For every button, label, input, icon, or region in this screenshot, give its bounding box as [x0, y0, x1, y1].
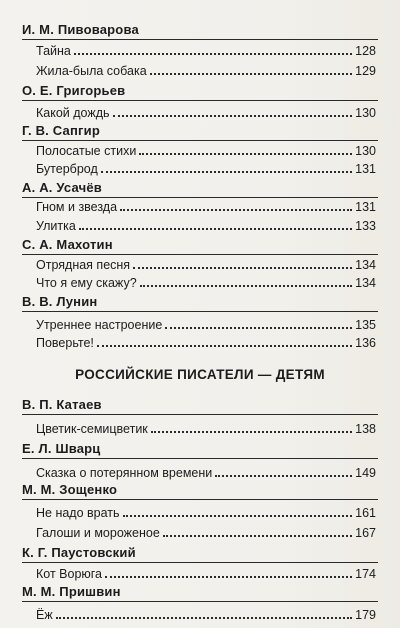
- toc-entry[interactable]: [36, 104, 376, 120]
- toc-entry[interactable]: [36, 504, 376, 520]
- entry-page: 167: [355, 526, 376, 540]
- author-heading: В. П. Катаев: [22, 397, 102, 412]
- entry-page: 131: [355, 162, 376, 176]
- entry-title: Отрядная песня: [36, 258, 131, 272]
- entry-page: 179: [355, 608, 376, 622]
- dot-leader: [123, 515, 353, 517]
- dot-leader: [133, 267, 352, 269]
- toc-entry[interactable]: [36, 606, 376, 622]
- dot-leader: [56, 617, 352, 619]
- entry-title: Улитка: [36, 219, 76, 233]
- dot-leader: [165, 327, 352, 329]
- author-rule: [22, 414, 378, 415]
- author-rule: [22, 601, 378, 602]
- entry-page: 149: [355, 466, 376, 480]
- author-rule: [22, 562, 378, 563]
- dot-leader: [113, 115, 353, 117]
- entry-title: Сказка о потерянном времени: [36, 466, 213, 480]
- entry-page: 131: [355, 200, 376, 214]
- dot-leader: [74, 53, 352, 55]
- entry-title: Тайна: [36, 44, 71, 58]
- entry-title: Полосатые стихи: [36, 144, 137, 158]
- toc-entry[interactable]: [36, 274, 376, 290]
- entry-title: Ёж: [36, 608, 53, 622]
- author-heading: Г. В. Сапгир: [22, 123, 100, 138]
- dot-leader: [163, 535, 352, 537]
- dot-leader: [215, 475, 352, 477]
- toc-entry[interactable]: [36, 42, 376, 58]
- dot-leader: [150, 73, 352, 75]
- dot-leader: [120, 209, 352, 211]
- entry-page: 134: [355, 276, 376, 290]
- toc-entry[interactable]: [36, 160, 376, 176]
- dot-leader: [101, 171, 352, 173]
- author-rule: [22, 311, 378, 312]
- dot-leader: [79, 228, 352, 230]
- toc-entry[interactable]: [36, 334, 376, 350]
- author-heading: А. А. Усачёв: [22, 180, 102, 195]
- author-rule: [22, 254, 378, 255]
- section-title: РОССИЙСКИЕ ПИСАТЕЛИ — ДЕТЯМ: [75, 367, 325, 382]
- toc-entry[interactable]: [36, 217, 376, 233]
- author-rule: [22, 140, 378, 141]
- entry-page: 174: [355, 567, 376, 581]
- author-heading: О. Е. Григорьев: [22, 83, 126, 98]
- entry-page: 130: [355, 106, 376, 120]
- toc-entry[interactable]: [36, 420, 376, 436]
- entry-title: Бутерброд: [36, 162, 98, 176]
- author-heading: Е. Л. Шварц: [22, 441, 101, 456]
- entry-page: 129: [355, 64, 376, 78]
- toc-entry[interactable]: [36, 256, 376, 272]
- author-heading: С. А. Махотин: [22, 237, 113, 252]
- entry-page: 134: [355, 258, 376, 272]
- author-heading: М. М. Пришвин: [22, 584, 121, 599]
- entry-page: 133: [355, 219, 376, 233]
- entry-page: 136: [355, 336, 376, 350]
- entry-title: Какой дождь: [36, 106, 110, 120]
- entry-title: Поверьте!: [36, 336, 94, 350]
- toc-entry[interactable]: [36, 62, 376, 78]
- author-heading: В. В. Лунин: [22, 294, 98, 309]
- author-rule: [22, 39, 378, 40]
- author-heading: И. М. Пивоварова: [22, 22, 139, 37]
- entry-title: Жила-была собака: [36, 64, 147, 78]
- toc-entry[interactable]: [36, 198, 376, 214]
- entry-title: Что я ему скажу?: [36, 276, 137, 290]
- toc-entry[interactable]: [36, 565, 376, 581]
- entry-title: Не надо врать: [36, 506, 120, 520]
- author-rule: [22, 458, 378, 459]
- toc-entry[interactable]: [36, 524, 376, 540]
- dot-leader: [151, 431, 352, 433]
- entry-title: Галоши и мороженое: [36, 526, 160, 540]
- toc-entry[interactable]: [36, 464, 376, 480]
- dot-leader: [105, 576, 352, 578]
- entry-title: Кот Ворюга: [36, 567, 103, 581]
- author-heading: М. М. Зощенко: [22, 482, 118, 497]
- entry-page: 138: [355, 422, 376, 436]
- entry-page: 130: [355, 144, 376, 158]
- entry-page: 135: [355, 318, 376, 332]
- dot-leader: [140, 285, 352, 287]
- toc-entry[interactable]: [36, 316, 376, 332]
- author-heading: К. Г. Паустовский: [22, 545, 136, 560]
- entry-page: 161: [355, 506, 376, 520]
- dot-leader: [97, 345, 352, 347]
- author-rule: [22, 499, 378, 500]
- toc-entry[interactable]: [36, 142, 376, 158]
- entry-title: Цветик-семицветик: [36, 422, 148, 436]
- entry-page: 128: [355, 44, 376, 58]
- entry-title: Гном и звезда: [36, 200, 118, 214]
- entry-title: Утреннее настроение: [36, 318, 163, 332]
- author-rule: [22, 100, 378, 101]
- dot-leader: [139, 153, 352, 155]
